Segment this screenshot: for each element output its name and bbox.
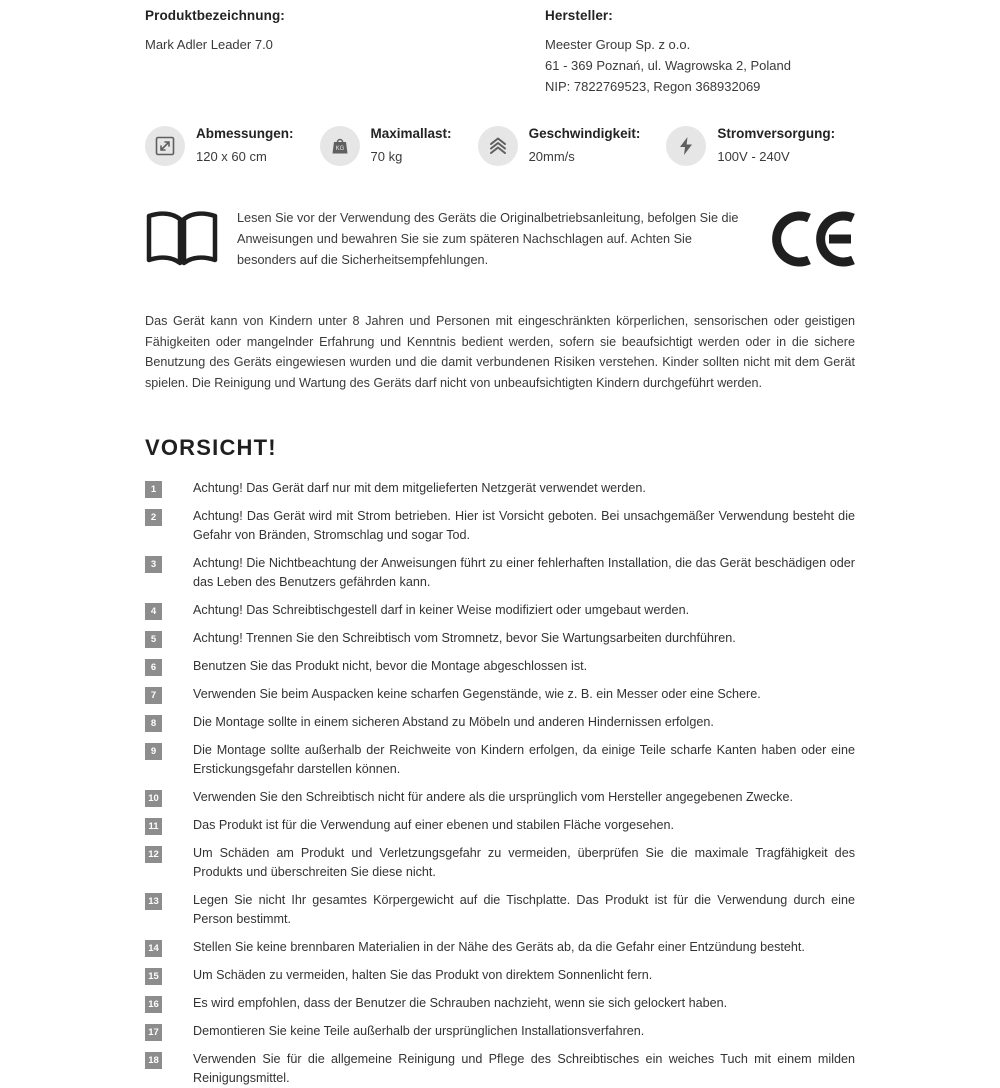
list-item-number: 4 [145,603,162,620]
list-item [145,1022,855,1041]
manufacturer-info [545,8,855,97]
list-item-number: 7 [145,687,162,704]
list-item-text: Legen Sie nicht Ihr gesamtes Körpergewicht auf die Tischplatte. Das Produkt ist für die Verwendung durch eine Person bestimmt. [193,893,855,926]
list-item [145,816,855,835]
list-item [145,994,855,1013]
list-item [145,966,855,985]
spec-power-label: Stromversorgung: [717,126,836,141]
power-icon [666,126,706,166]
spec-speed-label: Geschwindigkeit: [528,126,641,141]
list-item-number: 13 [145,893,162,910]
list-item-number: 8 [145,715,162,732]
spec-maxload-label: Maximallast: [370,126,452,141]
manual-notice-text: Lesen Sie vor der Verwendung des Geräts die Originalbetriebsanleitung, befolgen Sie die Anweisungen und bewahren Sie sie zum späteren Nachschlagen auf. Achten Sie besonders auf die Sicherheitsempfehlungen. [237,211,739,267]
list-item-number: 3 [145,556,162,573]
list-item-text: Verwenden Sie für die allgemeine Reinigung und Pflege des Schreibtisches ein weiches Tuch mit einem milden Reinigungsmittel. [193,1052,855,1085]
list-item [145,479,855,498]
list-item [145,554,855,592]
list-item [145,657,855,676]
list-item-text: Um Schäden zu vermeiden, halten Sie das Produkt von direktem Sonnenlicht fern. [193,968,653,982]
manufacturer-label: Hersteller: [545,8,613,23]
list-item-number: 11 [145,818,162,835]
spec-maxload [320,125,452,166]
list-item-number: 5 [145,631,162,648]
caution-heading: VORSICHT! [145,435,277,460]
list-item-number: 9 [145,743,162,760]
list-item [145,788,855,807]
spec-row [0,125,1000,166]
spec-dimensions [145,125,294,166]
list-item-text: Um Schäden am Produkt und Verletzungsgefahr zu vermeiden, überprüfen Sie die maximale Tragfähigkeit des Produkts und überschreiten Sie diese nicht. [193,846,855,879]
list-item-text: Die Montage sollte außerhalb der Reichweite von Kindern erfolgen, da einige Teile scharfe Kanten haben oder eine Erstickungsgefahr darstellen können. [193,743,855,776]
list-item-text: Achtung! Die Nichtbeachtung der Anweisungen führt zu einer fehlerhaften Installation, die das Gerät beschädigen oder das Leben des Benutzers gefährden kann. [193,556,855,589]
manufacturer-address: 61 - 369 Poznań, ul. Wagrowska 2, Poland [545,58,791,73]
list-item-number: 2 [145,509,162,526]
spec-power [666,125,835,166]
manufacturer-name: Meester Group Sp. z o.o. [545,37,691,52]
list-item-text: Achtung! Das Gerät darf nur mit dem mitgelieferten Netzgerät verwendet werden. [193,481,646,495]
safety-paragraph: Das Gerät kann von Kindern unter 8 Jahren und Personen mit eingeschränkten körperlichen, sensorischen oder geistigen Fähigkeiten oder mangelnder Erfahrung und Kenntnis bedient werden, sofern sie beaufsichtigt werden oder in die sichere Benutzung des Geräts eingewiesen wurden und die damit verbundenen Risiken verstehen. Kinder sollten nicht mit dem Gerät spielen. Die Reinigung und Wartung des Geräts darf nicht von unbeaufsichtigten Kindern durchgeführt werden. [145,314,855,390]
spec-dimensions-value: 120 x 60 cm [196,149,267,164]
list-item [145,844,855,882]
svg-text:KG: KG [335,146,344,153]
list-item [145,601,855,620]
list-item-number: 17 [145,1024,162,1041]
dimensions-icon [145,126,185,166]
list-item-number: 12 [145,846,162,863]
list-item [145,629,855,648]
header-block [0,0,1000,97]
speed-icon [478,126,518,166]
list-item-text: Achtung! Das Gerät wird mit Strom betrieben. Hier ist Vorsicht geboten. Bei unsachgemäßer Verwendung besteht die Gefahr von Bränden, Stromschlag und sogar Tod. [193,509,855,542]
product-name: Mark Adler Leader 7.0 [145,37,273,52]
manufacturer-registration: NIP: 7822769523, Regon 368932069 [545,79,761,94]
list-item-text: Benutzen Sie das Produkt nicht, bevor die Montage abgeschlossen ist. [193,659,588,673]
spec-dimensions-label: Abmessungen: [196,126,294,141]
list-item-number: 6 [145,659,162,676]
product-label: Produktbezeichnung: [145,8,285,23]
caution-list [0,479,1000,1088]
manual-notice-row [0,206,1000,275]
list-item-text: Das Produkt ist für die Verwendung auf einer ebenen und stabilen Fläche vorgesehen. [193,818,674,832]
list-item [145,938,855,957]
list-item-text: Die Montage sollte in einem sicheren Abstand zu Möbeln und anderen Hindernissen erfolgen. [193,715,714,729]
list-item [145,713,855,732]
list-item-number: 10 [145,790,162,807]
spec-maxload-value: 70 kg [370,149,403,164]
list-item [145,741,855,779]
spec-power-value: 100V - 240V [717,149,790,164]
list-item [145,1050,855,1088]
list-item-number: 18 [145,1052,162,1069]
list-item-number: 14 [145,940,162,957]
list-item-text: Achtung! Trennen Sie den Schreibtisch vom Stromnetz, bevor Sie Wartungsarbeiten durchführen. [193,631,736,645]
list-item-text: Verwenden Sie beim Auspacken keine scharfen Gegenstände, wie z. B. ein Messer oder eine Schere. [193,687,761,701]
spec-speed-value: 20mm/s [528,149,575,164]
product-info [145,8,545,97]
list-item-text: Achtung! Das Schreibtischgestell darf in keiner Weise modifiziert oder umgebaut werden. [193,603,690,617]
ce-mark-icon [769,208,855,275]
list-item-number: 16 [145,996,162,1013]
list-item-number: 15 [145,968,162,985]
open-book-icon [145,208,219,275]
list-item [145,685,855,704]
list-item [145,507,855,545]
list-item-text: Stellen Sie keine brennbaren Materialien in der Nähe des Geräts ab, da die Gefahr einer Entzündung besteht. [193,940,805,954]
weight-icon [320,126,360,166]
list-item-text: Demontieren Sie keine Teile außerhalb der ursprünglichen Installationsverfahren. [193,1024,645,1038]
spec-speed [478,125,641,166]
list-item-number: 1 [145,481,162,498]
list-item-text: Verwenden Sie den Schreibtisch nicht für andere als die ursprünglich vom Hersteller angegebenen Zwecke. [193,790,793,804]
list-item [145,891,855,929]
list-item-text: Es wird empfohlen, dass der Benutzer die Schrauben nachzieht, wenn sie sich gelockert haben. [193,996,728,1010]
